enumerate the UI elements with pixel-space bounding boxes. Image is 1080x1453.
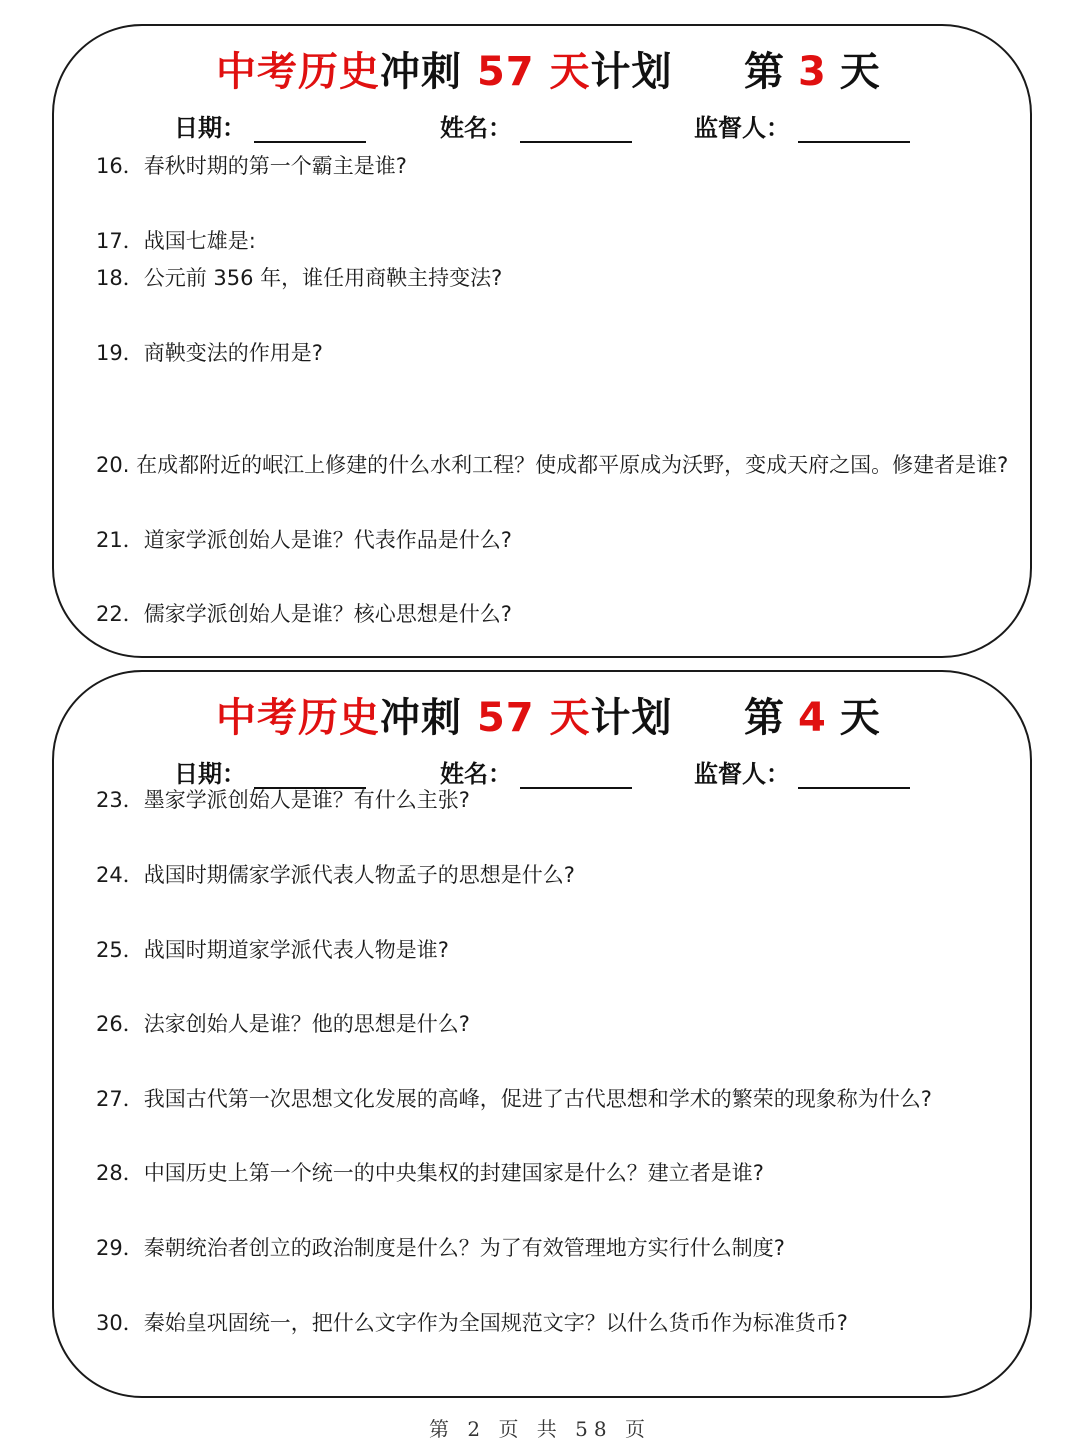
name-label: 姓名： [440, 114, 512, 142]
question-23: 23．墨家学派创始人是谁？有什么主张? [96, 788, 470, 812]
title-plan-part: 计划 [590, 695, 673, 741]
question-20: 20. 在成都附近的岷江上修建的什么水利工程？使成都平原成为沃野，变成天府之国。修建者是谁? [96, 453, 1009, 477]
day-prefix: 第 [744, 49, 798, 95]
day4-card [52, 670, 1032, 1398]
supervisor-blank[interactable] [798, 117, 910, 143]
title-days-part: 57 天 [476, 695, 591, 741]
question-30: 30．秦始皇巩固统一，把什么文字作为全国规范文字？以什么货币作为标准货币? [96, 1311, 848, 1335]
title-black-part: 冲刺 [380, 695, 477, 741]
date-field[interactable] [174, 108, 366, 143]
supervisor-field[interactable] [694, 108, 910, 143]
day-number: 3 [797, 49, 826, 95]
name-field[interactable] [440, 108, 632, 143]
title-plan-part: 计划 [590, 49, 673, 95]
page-footer: 第 2 页 共 58 页 [429, 1417, 651, 1441]
day3-plan-title [216, 40, 673, 97]
day-prefix: 第 [744, 695, 798, 741]
day3-card [52, 24, 1032, 658]
title-days-part: 57 天 [476, 49, 591, 95]
name-label: 姓名： [440, 760, 512, 788]
day-number: 4 [797, 695, 826, 741]
day4-label [744, 686, 880, 743]
question-16: 16．春秋时期的第一个霸主是谁? [96, 154, 407, 178]
title-black-part: 冲刺 [380, 49, 477, 95]
question-25: 25．战国时期道家学派代表人物是谁? [96, 938, 449, 962]
title-red-part: 中考历史 [216, 49, 380, 95]
name-blank[interactable] [520, 763, 632, 789]
question-28: 28．中国历史上第一个统一的中央集权的封建国家是什么？建立者是谁? [96, 1161, 764, 1185]
day3-label [744, 40, 880, 97]
date-blank[interactable] [254, 117, 366, 143]
question-17: 17．战国七雄是: [96, 229, 256, 253]
question-21: 21．道家学派创始人是谁？代表作品是什么? [96, 528, 512, 552]
question-22: 22．儒家学派创始人是谁？核心思想是什么? [96, 602, 512, 626]
question-29: 29．秦朝统治者创立的政治制度是什么？为了有效管理地方实行什么制度? [96, 1236, 785, 1260]
question-18: 18．公元前 356 年，谁任用商鞅主持变法? [96, 266, 503, 290]
date-label: 日期： [174, 114, 246, 142]
question-24: 24．战国时期儒家学派代表人物孟子的思想是什么? [96, 863, 575, 887]
date-label: 日期： [174, 760, 246, 788]
title-red-part: 中考历史 [216, 695, 380, 741]
day-suffix: 天 [825, 695, 880, 741]
question-27: 27．我国古代第一次思想文化发展的高峰，促进了古代思想和学术的繁荣的现象称为什么? [96, 1087, 932, 1111]
day4-plan-title [216, 686, 673, 743]
supervisor-field[interactable] [694, 754, 910, 789]
day-suffix: 天 [825, 49, 880, 95]
question-19: 19．商鞅变法的作用是? [96, 341, 323, 365]
supervisor-label: 监督人： [694, 114, 790, 142]
supervisor-label: 监督人： [694, 760, 790, 788]
supervisor-blank[interactable] [798, 763, 910, 789]
question-26: 26．法家创始人是谁？他的思想是什么? [96, 1012, 470, 1036]
name-blank[interactable] [520, 117, 632, 143]
